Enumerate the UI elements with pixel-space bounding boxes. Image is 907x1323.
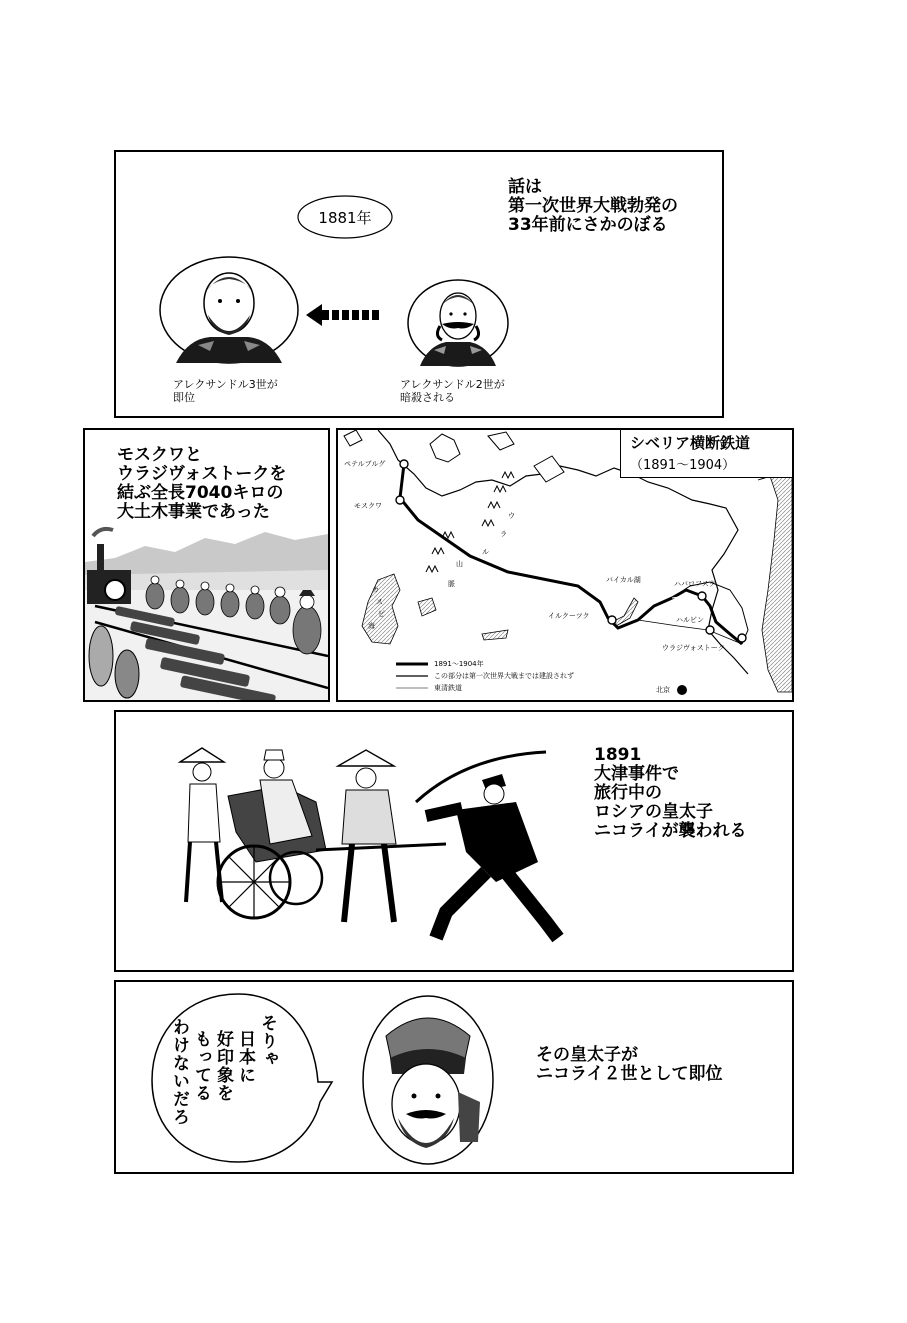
caspian-char-2: ス (376, 598, 383, 606)
city-beijing: 北京 (656, 686, 670, 694)
caspian-char-1: カ (372, 586, 379, 594)
portrait-alexander-ii-icon (406, 278, 510, 368)
city-baikal: バイカル湖 (606, 576, 641, 584)
panel5-narration: その皇太子が ニコライ２世として即位 (536, 1045, 723, 1084)
caspian-char-3: ピ (378, 610, 385, 618)
panel2-narration: モスクワと ウラジヴォストークを 結ぶ全長7040キロの 大土木事業であった (117, 446, 322, 522)
city-moscow: モスクワ (354, 502, 382, 510)
caspian-char-4: 海 (368, 622, 375, 630)
panel1-narration: 話は 第一次世界大戦勃発の 33年前にさかのぼる (508, 177, 678, 235)
ural-char-1: ウ (508, 512, 515, 520)
portrait-alexander-iii-icon (158, 255, 300, 365)
legend-unbuilt-line: この部分は第一次世界大戦までは建設されず (434, 672, 574, 680)
city-harbin: ハルビン (676, 616, 704, 624)
year-label: 1881年 (318, 209, 372, 227)
speech-col-1: そりゃ (257, 1014, 277, 1068)
ural-char-4: 山 (456, 560, 463, 568)
speech-col-5: わけないだろ (169, 1018, 189, 1126)
speech-col-4: もってる (191, 1030, 211, 1102)
legend-main-line: 1891～1904年 (434, 660, 484, 668)
portrait-nicholas-ii-icon (360, 992, 496, 1168)
city-petersburg: ペテルブルグ (344, 460, 386, 468)
dashed-left-arrow-icon (306, 300, 386, 330)
caption-alexander-iii: アレクサンドル3世が 即位 (173, 378, 278, 404)
panel-5 (114, 980, 794, 1174)
otsu-incident-scene-icon (166, 732, 566, 952)
city-khabarovsk: ハバロフスク (674, 580, 716, 588)
ural-char-5: 脈 (448, 580, 455, 588)
city-irkutsk: イルクーツク (548, 612, 590, 620)
map-title: シベリア横断鉄道 (630, 434, 751, 452)
ural-char-2: ラ (500, 530, 507, 538)
panel-3 (336, 428, 794, 702)
speech-col-3: 好印象を (213, 1030, 233, 1102)
city-vladivostok: ウラジヴォストーク (662, 644, 725, 652)
speech-col-2: 日本に (235, 1030, 255, 1084)
panel-2 (83, 428, 330, 702)
legend-chinese-eastern: 東清鉄道 (434, 684, 462, 692)
panel-1 (114, 150, 724, 418)
panel4-narration: 1891 大津事件で 旅行中の ロシアの皇太子 ニコライが襲われる (594, 745, 747, 841)
ural-char-3: ル (482, 548, 489, 556)
caption-alexander-ii: アレクサンドル2世が 暗殺される (400, 378, 505, 404)
panel-4 (114, 710, 794, 972)
map-subtitle: （1891～1904） (630, 458, 736, 473)
